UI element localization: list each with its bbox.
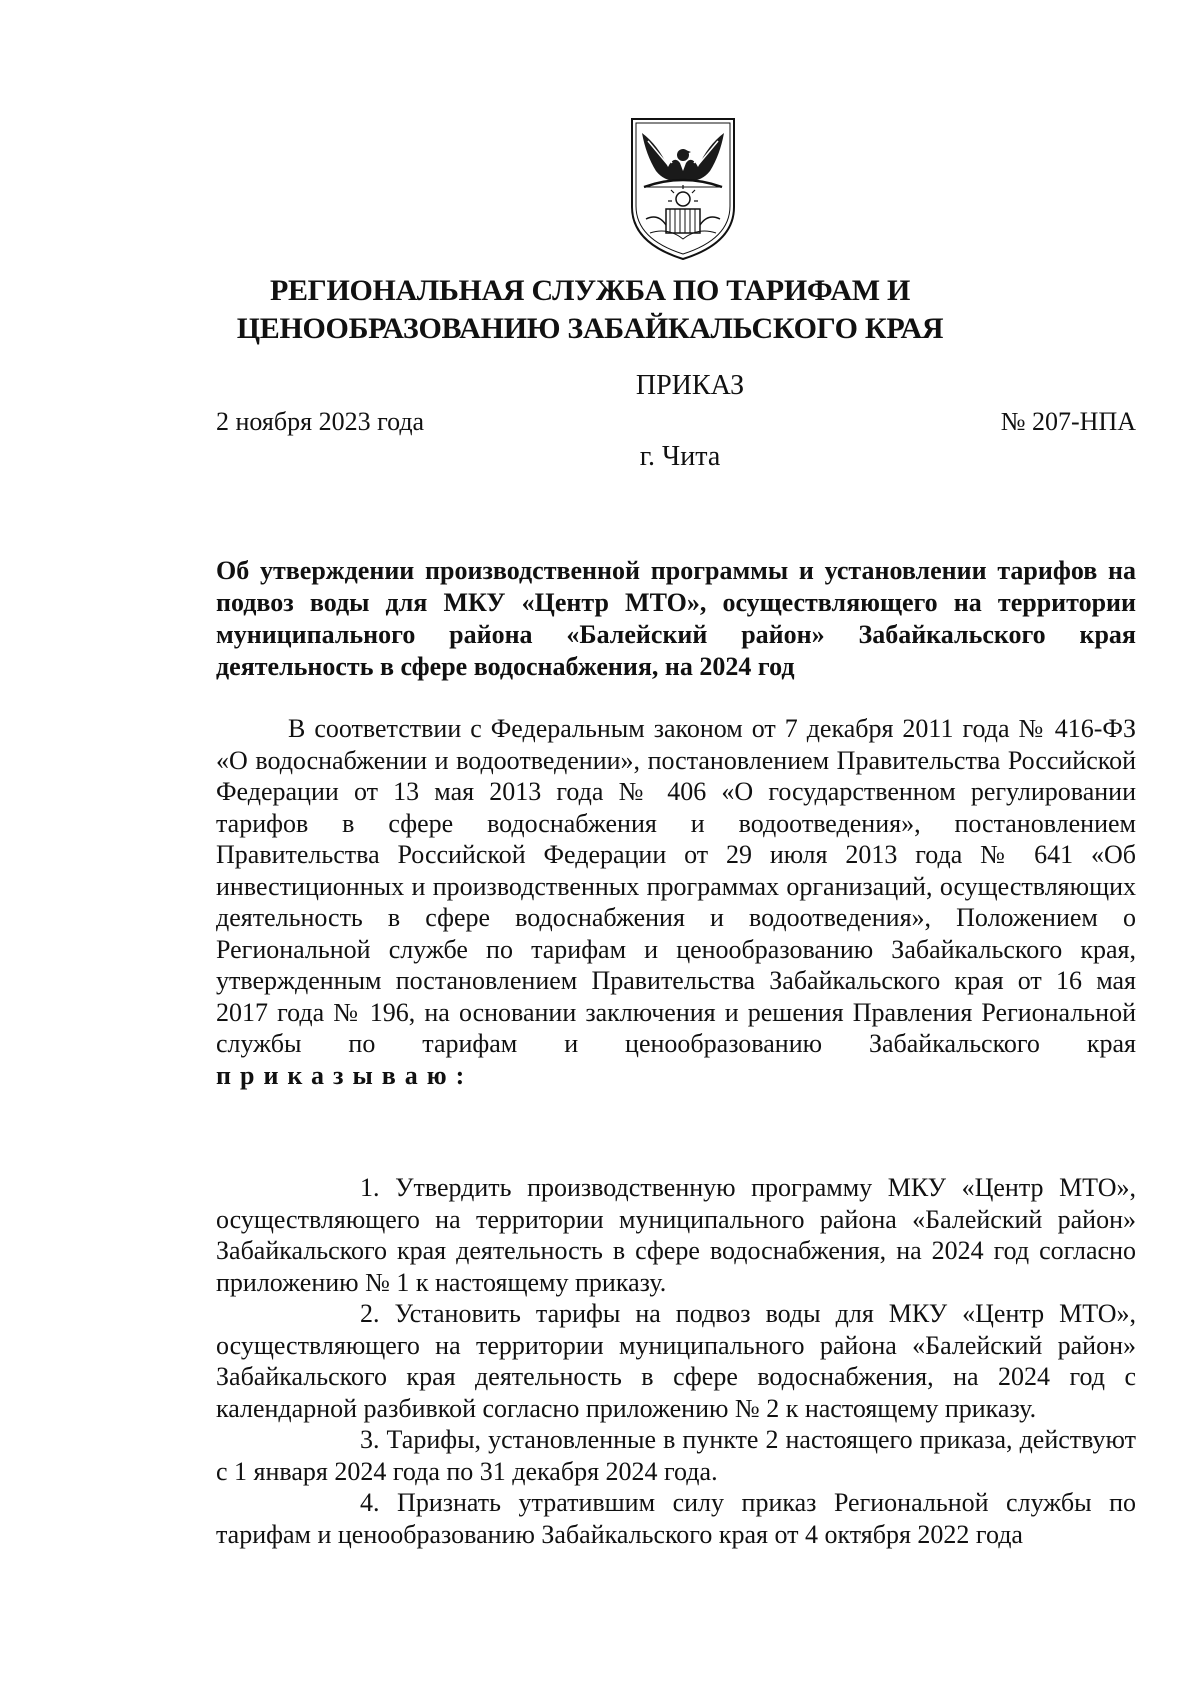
order-item-2 <box>216 1298 1136 1424</box>
item-text: Признать утратившим силу приказ Региональной службы по тарифам и ценообразованию Забайкальского края от 4 октября 2022 года <box>216 1488 1136 1549</box>
item-text: Утвердить производственную программу МКУ «Центр МТО», осуществляющего на территории муниципального района «Балейский район» Забайкальского края деятельность в сфере водоснабжения, на 2024 год согласно приложению № 1 к настоящему приказу. <box>216 1173 1137 1297</box>
item-text: Тарифы, установленные в пункте 2 настоящего приказа, действуют с 1 января 2024 года по 31 декабря 2024 года. <box>216 1425 1136 1486</box>
preamble-paragraph <box>216 713 1136 1091</box>
item-number: 4. <box>360 1488 380 1517</box>
item-text: Установить тарифы на подвоз воды для МКУ «Центр МТО», осуществляющего на территории муниципального района «Балейский район» Забайкальского края деятельность в сфере водоснабжения, на 2024 год с календарной разбивкой согласно приложению № 2 к настоящему приказу. <box>216 1299 1137 1423</box>
item-number: 2. <box>360 1299 380 1328</box>
document-subject: Об утверждении производственной программы и установлении тарифов на подвоз воды для МКУ «Центр МТО», осуществляющего на территории муниципального района «Балейский район» Забайкальского края деятельность в сфере водоснабжения, на 2024 год <box>216 556 1136 681</box>
document-city: г. Чита <box>639 441 721 472</box>
document-type: ПРИКАЗ <box>635 370 745 401</box>
preamble-text: В соответствии с Федеральным законом от 7 декабря 2011 года № 416-ФЗ «О водоснабжении и водоотведении», постановлением Правительства Российской Федерации от 13 мая 2013 года № 406 «О государственном регулировании тарифов в сфере водоснабжения и водоотведения», постановлением Правительства Российской Федерации от 29 июля 2013 года № 641 «Об инвестиционных и производственных программах организаций, осуществляющих деятельность в сфере водоснабжения и водоотведения», Положением о Региональной службе по тарифам и ценообразованию Забайкальского края, утвержденным постановлением Правительства Забайкальского края от 16 мая 2017 года № 196, на основании заключения и решения Правления Региональной службы по тарифам и ценообразованию Забайкальского края <box>216 714 1136 1058</box>
order-item-1 <box>216 1172 1136 1298</box>
organization-name-line1: РЕГИОНАЛЬНАЯ СЛУЖБА ПО ТАРИФАМ И <box>269 274 911 307</box>
order-items <box>216 1172 1136 1550</box>
organization-name-line2: ЦЕНООБРАЗОВАНИЮ ЗАБАЙКАЛЬСКОГО КРАЯ <box>236 312 944 345</box>
item-number: 3. <box>360 1425 380 1454</box>
order-item-3 <box>216 1424 1136 1487</box>
document-date: 2 ноября 2023 года <box>216 407 425 436</box>
coat-of-arms-icon <box>628 115 738 263</box>
item-number: 1. <box>360 1173 380 1202</box>
document-number: № 207-НПА <box>1000 407 1136 436</box>
order-item-4 <box>216 1487 1136 1550</box>
decree-word: приказываю: <box>216 1060 474 1090</box>
